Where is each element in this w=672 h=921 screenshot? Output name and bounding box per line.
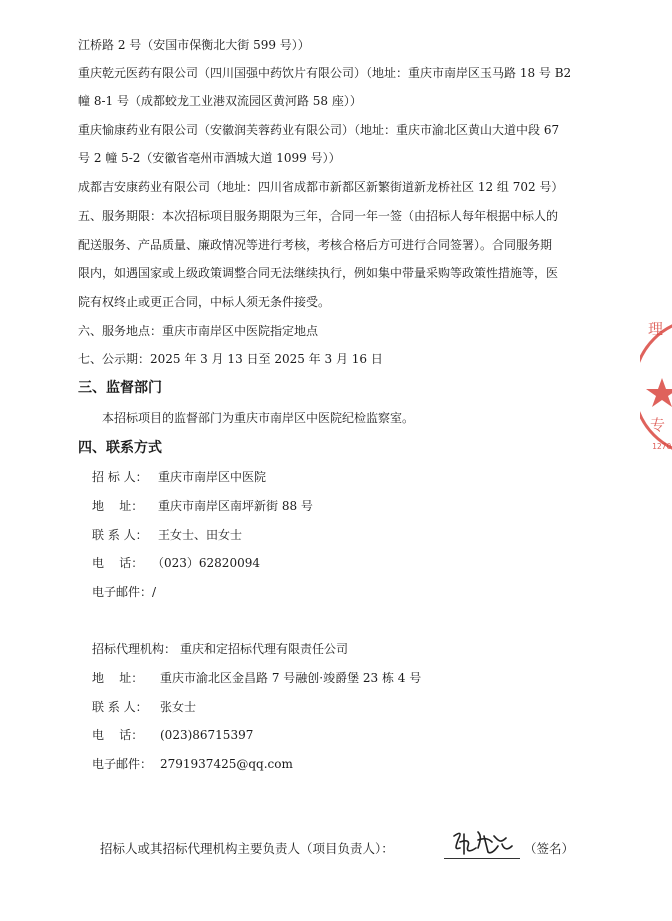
section-heading-contact: 四、联系方式 (78, 440, 162, 456)
seal-char: 专 (650, 416, 666, 434)
agency-contact-label: 联 系 人： (92, 700, 148, 714)
tenderer-address: 重庆市南岸区南坪新街 88 号 (158, 499, 313, 513)
text-line: 配送服务、产品质量、廉政情况等进行考核，考核合格后方可进行合同签署）。合同服务期 (78, 238, 553, 252)
tenderer-label: 招 标 人： (92, 470, 148, 484)
text-line: 幢 8-1 号（成都蛟龙工业港双流园区黄河路 58 座）） (78, 94, 362, 108)
signature-line (444, 858, 520, 859)
tenderer-email: / (152, 585, 157, 599)
text-line: 江桥路 2 号（安国市保衡北大街 599 号）） (78, 38, 310, 52)
agency-contact: 张女士 (160, 700, 197, 714)
agency-phone-label: 电 话： (92, 728, 144, 742)
section-heading-supervision: 三、监督部门 (78, 380, 162, 396)
agency-address: 重庆市渝北区金昌路 7 号融创·竣爵堡 23 栋 4 号 (160, 671, 422, 685)
tenderer-name: 重庆市南岸区中医院 (158, 470, 267, 484)
text-line: 重庆乾元医药有限公司（四川国强中药饮片有限公司）（地址：重庆市南岸区玉马路 18 号 B2 (78, 66, 572, 80)
text-line: 重庆愉康药业有限公司（安徽润芙蓉药业有限公司）（地址：重庆市渝北区黄山大道中段 67 (78, 123, 560, 137)
seal-code: 1270 (652, 442, 672, 451)
tenderer-contact-label: 联 系 人： (92, 528, 148, 542)
supervision-text: 本招标项目的监督部门为重庆市南岸区中医院纪检监察室。 (102, 411, 415, 425)
agency-name: 重庆和定招标代理有限责任公司 (180, 642, 349, 656)
text-line: 院有权终止或更正合同，中标人须无条件接受。 (78, 295, 331, 309)
handwritten-signature (448, 826, 518, 858)
tenderer-phone-label: 电 话： (92, 556, 144, 570)
text-line: 号 2 幢 5-2（安徽省亳州市酒城大道 1099 号）） (78, 151, 341, 165)
publicity-period-line: 七、公示期：2025 年 3 月 13 日至 2025 年 3 月 16 日 (78, 352, 383, 366)
agency-address-label: 地 址： (92, 671, 144, 685)
agency-email-label: 电子邮件： (92, 757, 153, 771)
seal-char: 理 (648, 320, 664, 338)
text-line: 限内，如遇国家或上级政策调整合同无法继续执行，例如集中带量采购等政策性措施等，医 (78, 266, 559, 280)
text-line: 成都吉安康药业有限公司（地址：四川省成都市新都区新繁街道新龙桥社区 12 组 702 号） (78, 180, 564, 194)
agency-email: 2791937425@qq.com (160, 757, 293, 771)
tenderer-phone: （023）62820094 (152, 556, 260, 570)
tenderer-address-label: 地 址： (92, 499, 144, 513)
signature-suffix: （签名） (524, 841, 575, 856)
tenderer-contact: 王女士、田女士 (158, 528, 243, 542)
signature-label: 招标人或其招标代理机构主要负责人（项目负责人）： (100, 841, 394, 856)
tenderer-email-label: 电子邮件： (92, 585, 153, 599)
service-location-line: 六、服务地点：重庆市南岸区中医院指定地点 (78, 324, 319, 338)
agency-label: 招标代理机构： (92, 642, 177, 656)
agency-phone: (023)86715397 (160, 728, 254, 742)
service-period-line: 五、服务期限：本次招标项目服务期限为三年，合同一年一签（由招标人每年根据中标人的 (78, 209, 559, 223)
official-seal (640, 312, 672, 462)
